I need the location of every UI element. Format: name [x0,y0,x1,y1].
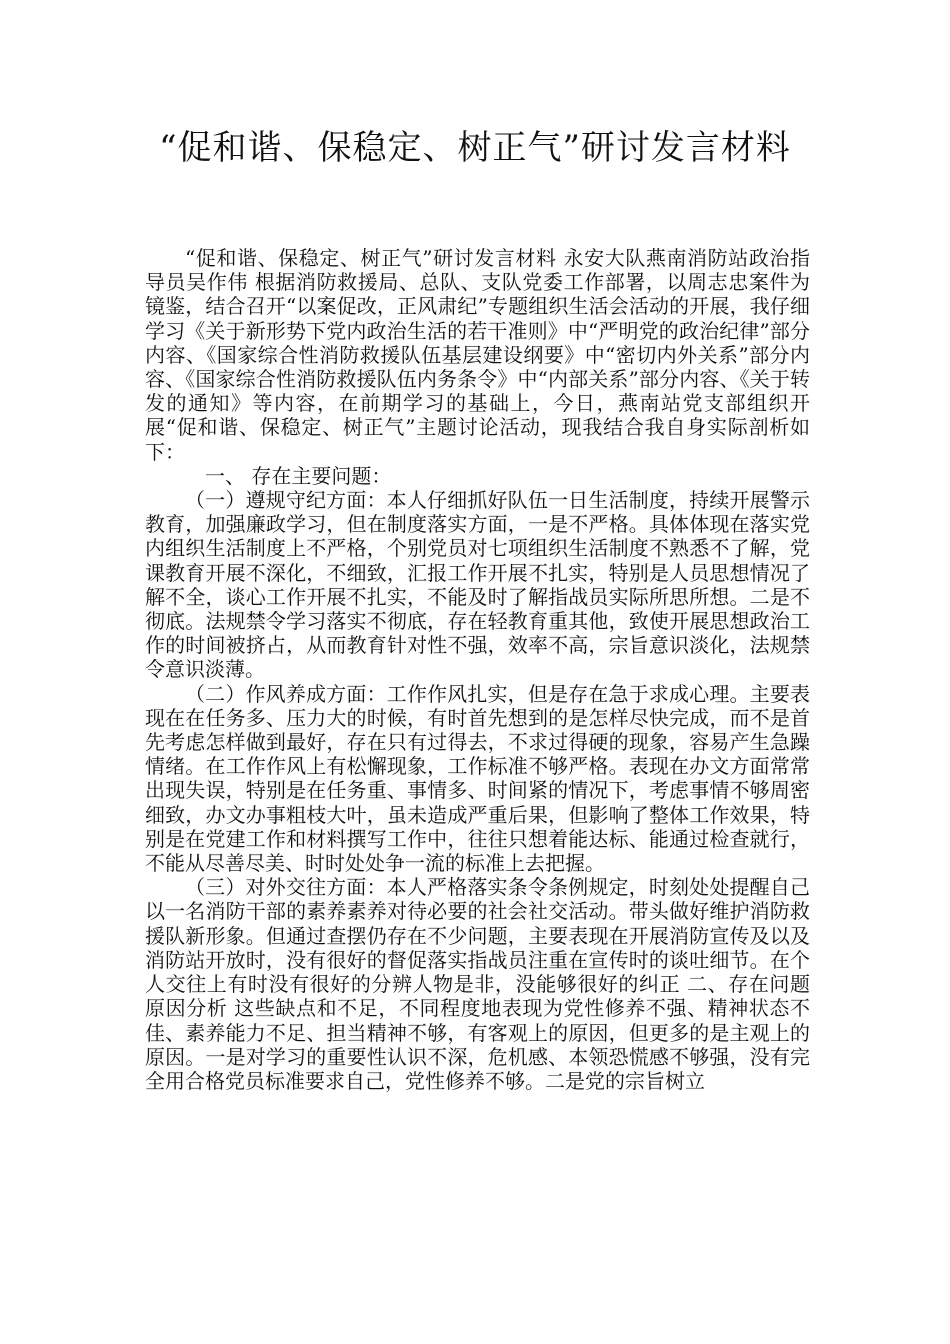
intro-paragraph: “促和谐、保稳定、树正气”研讨发言材料 永安大队燕南消防站政治指导员吴作伟 根据消防救援局、总队、支队党委工作部署，以周志忠案件为镜鉴，结合召开“以案促改，正风肃纪”专题组织生活会活动的开展，我仔细学习《关于新形势下党内政治生活的若干准则》中“严明党的政治纪律”部分内容、《国家综合性消防救援队伍基层建设纲要》中“密切内外关系”部分内容、《国家综合性消防救援队伍内务条令》中“内部关系”部分内容、《关于转发的通知》等内容，在前期学习的基础上，今日，燕南站党支部组织开展“促和谐、保稳定、树正气”主题讨论活动，现我结合我自身实际剖析如下： [145,246,810,464]
section-paragraph-discipline: （一）遵规守纪方面：本人仔细抓好队伍一日生活制度，持续开展警示教育，加强廉政学习，但在制度落实方面，一是不严格。具体体现在落实党内组织生活制度上不严格，个别党员对七项组织生活制度不熟悉不了解，党课教育开展不深化，不细致，汇报工作开展不扎实，特别是人员思想情况了解不全，谈心工作开展不扎实，不能及时了解指战员实际所思所想。二是不彻底。法规禁令学习落实不彻底，存在轻教育重其他，致使开展思想政治工作的时间被挤占，从而教育针对性不强，效率不高，宗旨意识淡化，法规禁令意识淡薄。 [145,488,810,682]
document-title: “促和谐、保稳定、树正气”研讨发言材料 [159,128,791,168]
section-paragraph-work-style: （二）作风养成方面：工作作风扎实，但是存在急于求成心理。主要表现在在任务多、压力大的时候，有时首先想到的是怎样尽快完成，而不是首先考虑怎样做到最好，存在只有过得去，不求过得硬的现象，容易产生急躁情绪。在工作作风上有松懈现象，工作标准不够严格。表现在办文方面常常出现失误，特别是在任务重、事情多、时间紧的情况下，考虑事情不够周密细致，办文办事粗枝大叶，虽未造成严重后果，但影响了整体工作效果，特别是在党建工作和材料撰写工作中，往往只想着能达标、能通过检查就行，不能从尽善尽美、时时处处争一流的标准上去把握。 [145,681,810,876]
section-paragraph-external-relations: （三）对外交往方面：本人严格落实条令条例规定，时刻处处提醒自己以一名消防干部的素养素养对待必要的社会社交活动。带头做好维护消防救援队新形象。但通过查摆仍存在不少问题，主要表现在开展消防宣传及以及消防站开放时，没有很好的督促落实指战员注重在宣传时的谈吐细节。在个人交往上有时没有很好的分辨人物是非，没能够很好的纠正 二、存在问题原因分析 这些缺点和不足，不同程度地表现为党性修养不强、精神状态不佳、素养能力不足、担当精神不够，有客观上的原因，但更多的是主观上的原因。一是对学习的重要性认识不深，危机感、本领恐慌感不够强，没有完全用合格党员标准要求自己，党性修养不够。二是党的宗旨树立 [145,875,810,1093]
document-body [145,246,810,1093]
section-heading: 一、 存在主要问题： [205,463,392,488]
